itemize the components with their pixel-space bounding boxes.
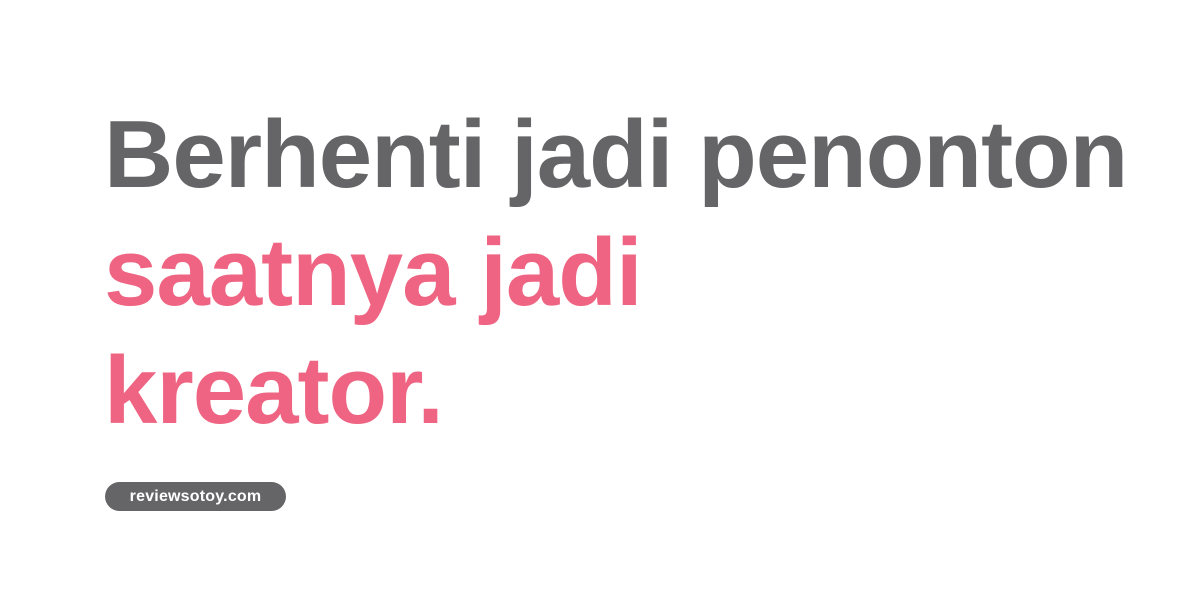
site-badge: reviewsotoy.com — [105, 482, 286, 511]
headline-line-3: kreator. — [104, 337, 443, 444]
headline-quote — [104, 96, 1164, 450]
headline-line-1: Berhenti jadi penonton — [104, 101, 1128, 208]
headline-line-2: saatnya jadi — [104, 219, 642, 326]
